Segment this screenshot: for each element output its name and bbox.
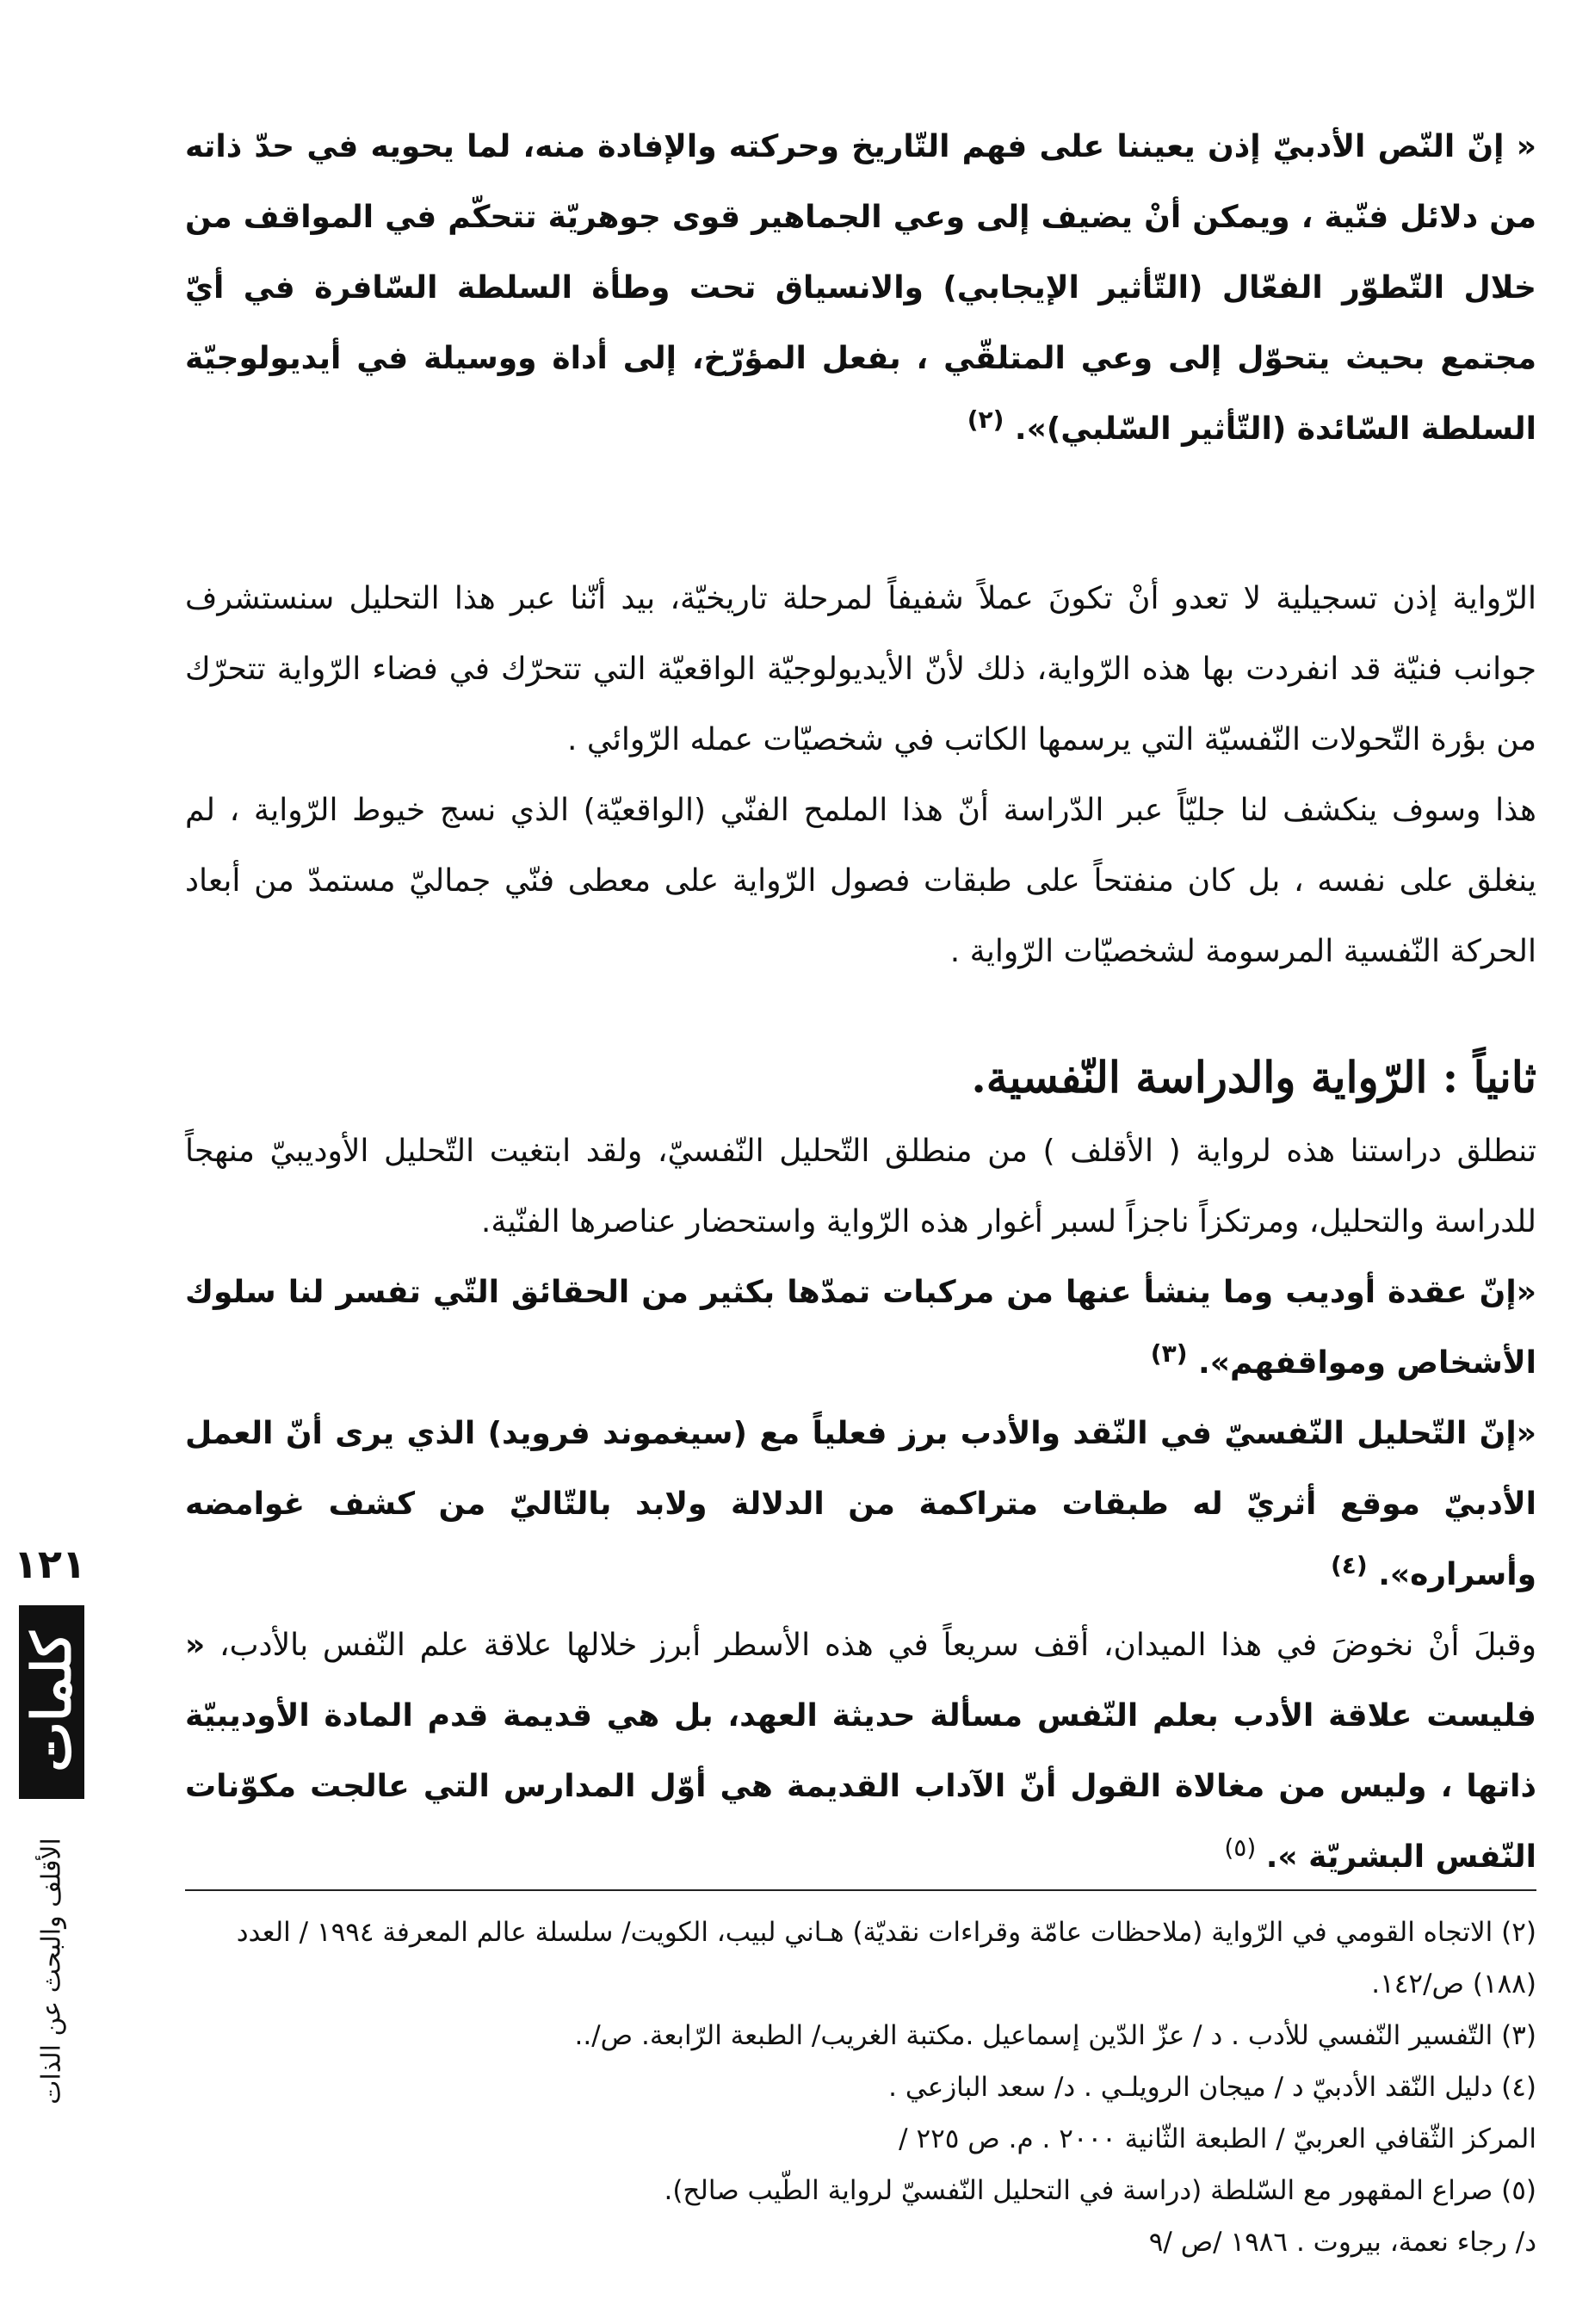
body-paragraph: الرّواية إذن تسجيلية لا تعدو أنْ تكونَ عملاً شفيفاً لمرحلة تاريخيّة، بيد أنّنا عبر هذا التحليل سنستشرف جوانب فنيّة قد انفردت بها هذه الرّواية، ذلك لأنّ الأيديولوجيّة الواقعيّة التي تتحرّك في فضاء الرّواية تتحرّك من بؤرة التّحولات النّفسيّة التي يرسمها الكاتب في شخصيّات عمله الرّوائي . — [185, 581, 1536, 757]
body-paragraph: تنطلق دراستنا هذه لرواية ( الأقلف ) من منطلق التّحليل النّفسيّ، ولقد ابتغيت التّحليل الأوديبيّ منهجاً للدراسة والتحليل، ومرتكزاً ناجزاً لسبر أغوار هذه الرّواية واستحضار عناصرها الفنّية. — [185, 1134, 1536, 1239]
body-paragraph: هذا وسوف ينكشف لنا جليّاً عبر الدّراسة أنّ هذا الملمح الفنّي (الواقعيّة) الذي نسج خيوط الرّواية ، لم ينغلق على نفسه ، بل كان منفتحاً على طبقات فصول الرّواية على معطى فنّي جماليّ مستمدّ من أبعاد الحركة النّفسية المرسومة لشخصيّات الرّواية . — [185, 793, 1536, 969]
footnote-ref: (٢) — [967, 405, 1004, 434]
quote-text: « إنّ النّص الأدبيّ إذن يعيننا على فهم التّاريخ وحركته والإفادة منه، لما يحويه في حدّ ذاته من دلائل فنّية ، ويمكن أنْ يضيف إلى وعي الجماهير قوى جوهريّة تتحكّم في المواقف من خلال التّطوّر الفعّال (التّأثير الإيجابي) والانسياق تحت وطأة السلطة السّافرة في أيّ مجتمع بحيث يتحوّل إلى وعي المتلقّي ، بفعل المؤرّخ، إلى أداة ووسيلة في أيديولوجيّة السلطة السّائدة (التّأثير السّلبي)». — [185, 129, 1536, 447]
footnote-line: (٣) التّفسير النّفسي للأدب . د / عزّ الدّين إسماعيل .مكتبة الغريب/ الطبعة الرّابعة. ص/.. — [574, 2020, 1536, 2051]
brand-badge — [19, 1605, 84, 1799]
running-title: الأقلف والبحث عن الذات — [36, 1838, 67, 2105]
quote-paragraph — [185, 1258, 1536, 1399]
quote-text: « فليست علاقة الأدب بعلم النّفس مسألة حديثة العهد، بل هي قديمة قدم المادة الأوديبيّة ذاتها ، وليس من مغالاة القول أنّ الآداب القديمة هي أوّل المدارس التي عالجت مكوّنات النّفس البشريّة ». — [185, 1628, 1536, 1875]
footnote-ref: (٣) — [1150, 1339, 1188, 1368]
footnote-line: د/ رجاء نعمة، بيروت . ١٩٨٦ /ص /٩ — [1148, 2227, 1536, 2258]
paragraph-intro: وقبلَ أنْ نخوضَ في هذا الميدان، أقف سريعاً في هذه الأسطر أبرز خلالها علاقة علم النّفس بالأدب، — [219, 1628, 1536, 1663]
quote-text: «إنّ عقدة أوديب وما ينشأ عنها من مركبات تمدّها بكثير من الحقائق التّي تفسر لنا سلوك الأشخاص ومواقفهم». — [185, 1275, 1536, 1381]
footnote-line: (٤) دليل النّقد الأدبيّ د / ميجان الرويلـي . د/ سعد البازعي . — [888, 2072, 1536, 2103]
quote-paragraph — [185, 1399, 1536, 1610]
footnote-ref: (٥) — [1224, 1833, 1257, 1862]
footnote-line: (٢) الاتجاه القومي في الرّواية (ملاحظات عامّة وقراءات نقديّة) هـاني لبيب، الكويت/ سلسلة عالم المعرفة ١٩٩٤ / العدد (١٨٨) ص/١٤٢. — [236, 1917, 1536, 2000]
footnote-line: المركز الثّقافي العربيّ / الطبعة الثّانية ٢٠٠٠ . م. ص ٢٢٥ / — [899, 2123, 1536, 2154]
footnotes — [185, 1889, 1536, 2268]
quote-paragraph — [185, 112, 1536, 465]
section-heading: ثانياً : الرّواية والدراسة النّفسية. — [971, 1052, 1536, 1103]
quote-text: «إنّ التّحليل النّفسيّ في النّقد والأدب برز فعلياً مع (سيغموند فرويد) الذي يرى أنّ العمل الأدبيّ موقع أثريّ له طبقات متراكمة من الدلالة ولابد بالتّاليّ من كشف غوامضه وأسراره». — [185, 1416, 1536, 1592]
page-margin-sidebar — [0, 1541, 103, 2105]
body-paragraph — [185, 1610, 1536, 1893]
page-number: ١٢١ — [13, 1541, 86, 1587]
footnote-divider — [185, 1889, 1536, 1891]
brand-label: كلمات — [20, 1631, 83, 1772]
main-text — [185, 112, 1536, 1893]
footnote-line: (٥) صراع المقهور مع السّلطة (دراسة في التحليل النّفسيّ لرواية الطّيب صالح). — [664, 2175, 1536, 2206]
footnote-ref: (٤) — [1331, 1551, 1368, 1579]
